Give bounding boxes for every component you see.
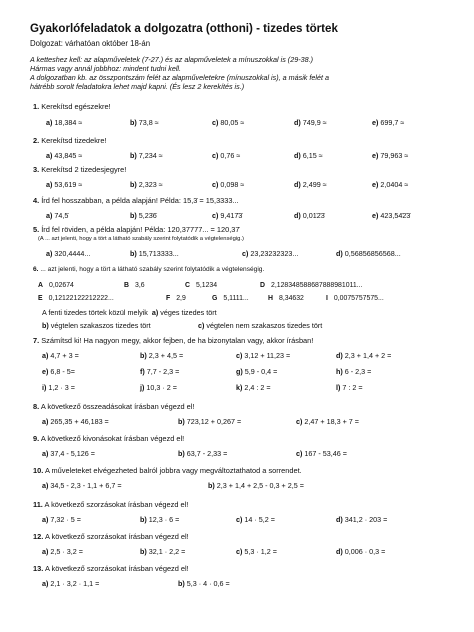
question-1 bbox=[33, 103, 111, 112]
answer-item: e) 2,0404 ≈ bbox=[372, 180, 409, 189]
question-10: 10. A műveleteket elvégezheted balról jobbra vagy megváltoztathatod a sorrendet. bbox=[33, 466, 302, 475]
question-7: 7. Számítsd ki! Ha nagyon megy, akkor fejben, de ha bizonytalan vagy, akkor írásban! bbox=[33, 336, 314, 345]
answer-item: j) 10,3 · 2 = bbox=[140, 383, 177, 392]
answer-item: e) 699,7 ≈ bbox=[372, 118, 405, 127]
question-5: 5. Írd fel röviden, a példa alapján! Példa: 120,37777... = 120,37̇ bbox=[33, 225, 240, 234]
answer-item: a) 53,619 ≈ bbox=[46, 180, 83, 189]
answer-item: c) 2,47 + 18,3 + 7 = bbox=[296, 417, 359, 426]
intro-line: hátrébb sorolt feladatokra lehet majd kapni. (És lesz 2 kerekítés is.) bbox=[30, 82, 245, 91]
question-text: Kerekítsd egészekre! bbox=[41, 102, 111, 111]
question-note: (A ... azt jelenti, hogy a tört a látható szabály szerint folytatódik a végtelenségig.) bbox=[38, 236, 244, 242]
answer-item: i) 1,2 · 3 = bbox=[42, 383, 75, 392]
answer-item: b) 2,323 ≈ bbox=[130, 180, 163, 189]
answer-item: l) 7 : 2 = bbox=[336, 383, 363, 392]
answer-item: h) 6 - 2,3 = bbox=[336, 367, 372, 376]
page-title: Gyakorlófeladatok a dolgozatra (otthoni) - tizedes törtek bbox=[30, 22, 338, 35]
intro-line: Hármas vagy annál jobbhoz: mindent tudni kell. bbox=[30, 64, 182, 73]
answer-item: c) 5,3 · 1,2 = bbox=[236, 547, 277, 556]
answer-item: c) 0,76 ≈ bbox=[212, 151, 241, 160]
answer-item: a) 18,384 ≈ bbox=[46, 118, 83, 127]
intro-line: A ketteshez kell: az alapműveletek (7-27.) és az alapműveletek a mínuszokkal is (29-38.) bbox=[30, 55, 313, 64]
answer-item: c) 80,05 ≈ bbox=[212, 118, 245, 127]
answer-item: a) 37,4 - 5,126 = bbox=[42, 449, 95, 458]
answer-item: a) 2,5 · 3,2 = bbox=[42, 547, 83, 556]
decimal-item: I 0,0075757575... bbox=[326, 295, 384, 302]
question-2: 2. Kerekítsd tizedekre! bbox=[33, 136, 107, 145]
answer-item: d) 6,15 ≈ bbox=[294, 151, 323, 160]
answer-item: c) 23,23232323... bbox=[242, 249, 299, 258]
answer-item: b) 2,3 + 4,5 = bbox=[140, 351, 184, 360]
decimal-item: D 2,128348588687888981011... bbox=[260, 282, 363, 289]
answer-item: b) 32,1 · 2,2 = bbox=[140, 547, 186, 556]
answer-item: a) 2,1 · 3,2 · 1,1 = bbox=[42, 579, 100, 588]
question-3: 3. Kerekítsd 2 tizedesjegyre! bbox=[33, 165, 127, 174]
answer-item: d) 0,56856856568... bbox=[336, 249, 401, 258]
question-number: 1. bbox=[33, 102, 40, 111]
answer-item: e) 6,8 - 5= bbox=[42, 367, 75, 376]
question-11: 11. A következő szorzásokat írásban végezd el! bbox=[33, 500, 189, 509]
intro-line: A dolgozatban kb. az összpontszám felét az alapműveletekre (mínuszokkal is), a másik felét a bbox=[30, 73, 329, 82]
answer-item: b) 63,7 - 2,33 = bbox=[178, 449, 228, 458]
decimal-item: E 0,12122122212222... bbox=[38, 295, 114, 302]
answer-item: k) 2,4 : 2 = bbox=[236, 383, 271, 392]
answer-item: d) 341,2 · 203 = bbox=[336, 515, 388, 524]
decimal-item: G 5,1111... bbox=[212, 295, 249, 302]
answer-item: d) 2,3 + 1,4 + 2 = bbox=[336, 351, 392, 360]
option-item: b) végtelen szakaszos tizedes tört bbox=[42, 321, 151, 330]
answer-item: c) 9,417̇3̇ bbox=[212, 211, 243, 220]
decimal-item: F 2,9 bbox=[166, 295, 186, 302]
answer-item: b) 73,8 ≈ bbox=[130, 118, 159, 127]
answer-item: b) 5,23̇6̇ bbox=[130, 211, 157, 220]
answer-item: e) 79,963 ≈ bbox=[372, 151, 409, 160]
question-6-prompt: A fenti tizedes törtek közül melyik a) véges tizedes tört bbox=[42, 308, 217, 317]
answer-item: a) 4,7 + 3 = bbox=[42, 351, 79, 360]
answer-item: d) 0,006 · 0,3 = bbox=[336, 547, 386, 556]
answer-item: b) 723,12 + 0,267 = bbox=[178, 417, 242, 426]
decimal-item: B 3,6 bbox=[124, 282, 145, 289]
question-13: 13. A következő szorzásokat írásban végezd el! bbox=[33, 564, 189, 573]
answer-item: c) 14 · 5,2 = bbox=[236, 515, 275, 524]
answer-item: a) 43,845 ≈ bbox=[46, 151, 83, 160]
answer-item: c) 0,098 ≈ bbox=[212, 180, 245, 189]
question-4: 4. Írd fel hosszabban, a példa alapján! Példa: 15,3̇ = 15,3333... bbox=[33, 196, 239, 205]
question-6: 6. ... azt jelenti, hogy a tört a látható szabály szerint folytatódik a végtelenségig. bbox=[33, 266, 265, 273]
decimal-item: A 0,02674 bbox=[38, 282, 74, 289]
answer-item: a) 74,5̇ bbox=[46, 211, 69, 220]
answer-item: d) 0,01̇2̇3̇ bbox=[294, 211, 325, 220]
answer-item: a) 7,32 · 5 = bbox=[42, 515, 81, 524]
decimal-item: C 5,1234 bbox=[185, 282, 218, 289]
answer-item: d) 2,499 ≈ bbox=[294, 180, 327, 189]
decimal-item: H 8,34632 bbox=[268, 295, 304, 302]
answer-item: c) 167 - 53,46 = bbox=[296, 449, 347, 458]
answer-item: b) 7,234 ≈ bbox=[130, 151, 163, 160]
question-12: 12. A következő szorzásokat írásban végezd el! bbox=[33, 532, 189, 541]
option-item: c) végtelen nem szakaszos tizedes tört bbox=[198, 321, 323, 330]
answer-item: g) 5,9 - 0,4 = bbox=[236, 367, 278, 376]
answer-item: a) 34,5 - 2,3 - 1,1 + 6,7 = bbox=[42, 481, 122, 490]
answer-item: b) 5,3 · 4 · 0,6 = bbox=[178, 579, 230, 588]
answer-item: b) 2,3 + 1,4 + 2,5 - 0,3 + 2,5 = bbox=[208, 481, 304, 490]
answer-item: f) 7,7 - 2,3 = bbox=[140, 367, 180, 376]
answer-item: e) 423,54̇2̇3̇ bbox=[372, 211, 411, 220]
answer-item: b) 12,3 · 6 = bbox=[140, 515, 180, 524]
question-9: 9. A következő kivonásokat írásban végezd el! bbox=[33, 434, 185, 443]
answer-item: b) 15,713333... bbox=[130, 249, 179, 258]
question-8: 8. A következő összeadásokat írásban végezd el! bbox=[33, 402, 195, 411]
answer-item: c) 3,12 + 11,23 = bbox=[236, 351, 291, 360]
answer-item: a) 320,4444... bbox=[46, 249, 91, 258]
answer-item: d) 749,9 ≈ bbox=[294, 118, 327, 127]
page-subtitle: Dolgozat: várhatóan október 18-án bbox=[30, 39, 151, 48]
answer-item: a) 265,35 + 46,183 = bbox=[42, 417, 109, 426]
